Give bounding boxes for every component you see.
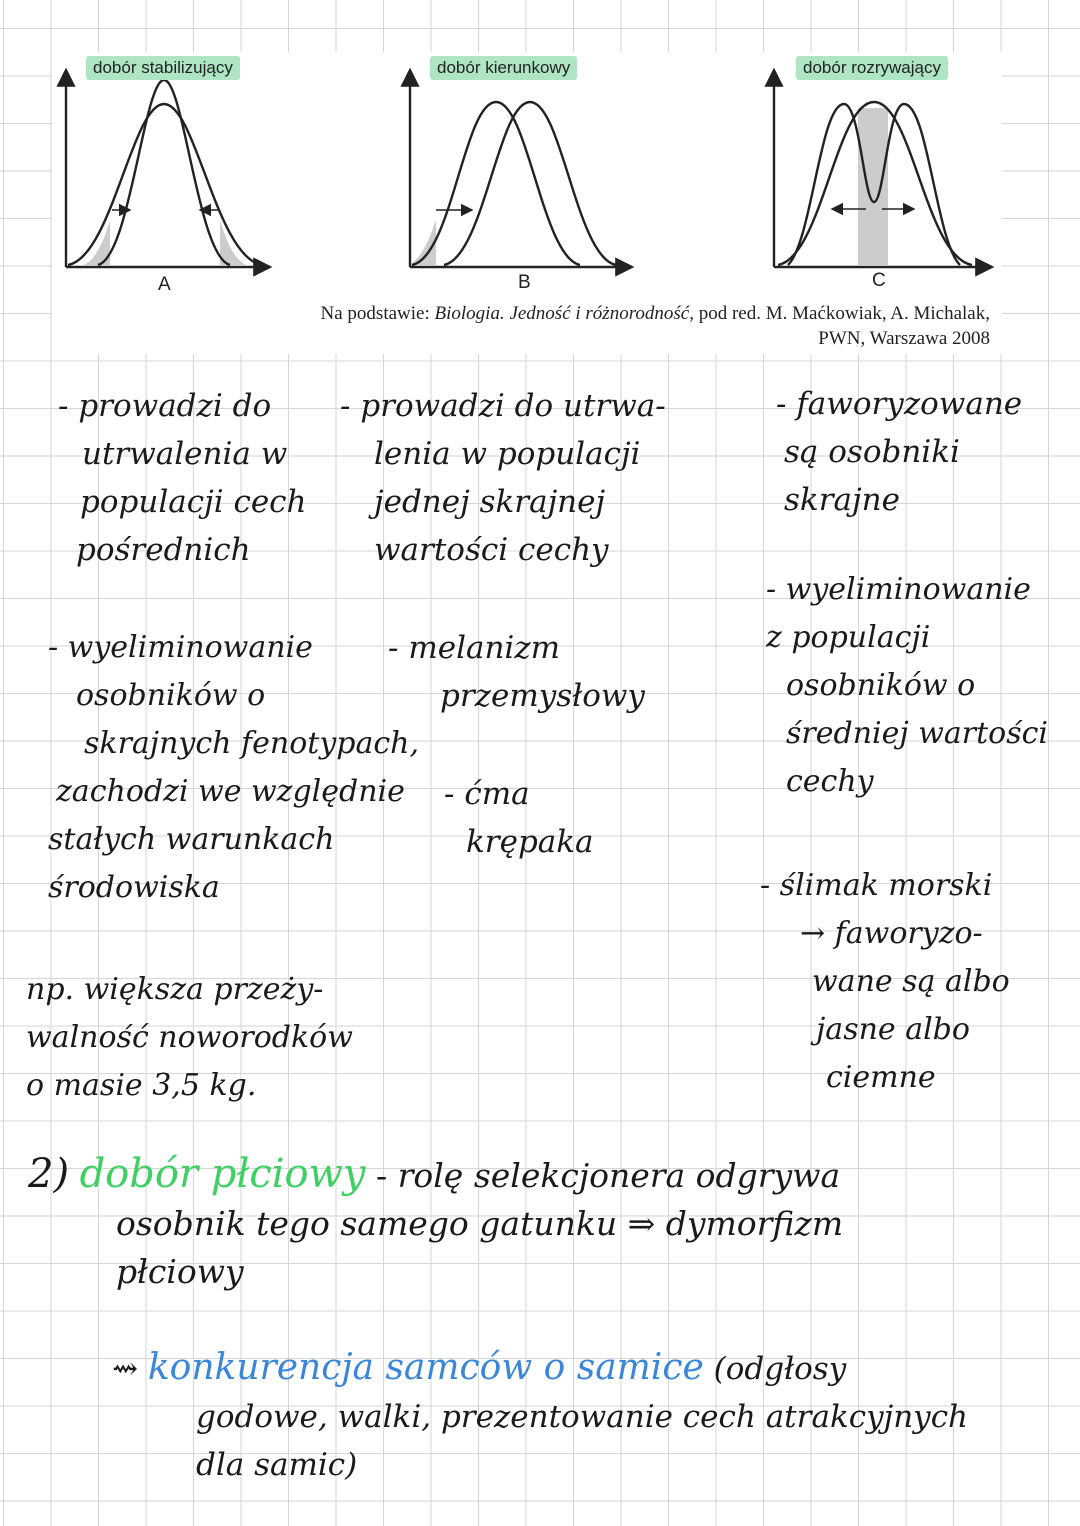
- note-line: środowiska: [48, 870, 220, 905]
- note-line: - ślimak morski: [760, 868, 993, 903]
- note-line: z populacji: [766, 620, 931, 655]
- section-2-rest: - rolę selekcjonera odgrywa: [365, 1156, 841, 1195]
- col-b-note-3: [444, 770, 594, 866]
- panel-c-label: dobór rozrywający: [796, 56, 948, 80]
- panel-c-letter: C: [872, 270, 886, 291]
- note-line: - wyeliminowanie: [766, 572, 1031, 607]
- col-a-example: [26, 966, 353, 1110]
- note-line: pośrednich: [76, 532, 251, 568]
- panel-b-curve-after: [444, 102, 616, 265]
- selection-figure: [52, 52, 1002, 354]
- caption-title: Biologia. Jedność i różnorodność: [434, 303, 690, 324]
- panel-a-curve-wide: [68, 104, 262, 265]
- panel-a-shade-right: [220, 220, 246, 265]
- panel-a-curve-narrow: [98, 80, 230, 265]
- note-line: są osobniki: [784, 434, 960, 470]
- note-line: osobników o: [786, 668, 976, 703]
- note-line: populacji cech: [80, 484, 307, 520]
- section-3-line-2: godowe, walki, prezentowanie cech atrakcyjnych: [196, 1399, 969, 1435]
- note-line: wane są albo: [812, 964, 1010, 999]
- note-line: np. większa przeży-: [26, 972, 324, 1007]
- note-line: o masie 3,5 kg.: [26, 1068, 257, 1103]
- caption-line-2: PWN, Warszawa 2008: [818, 328, 990, 349]
- section-3-line-1: [112, 1344, 968, 1393]
- caption-suffix: , pod red. M. Maćkowiak, A. Michalak,: [689, 303, 990, 324]
- note-line: utrwalenia w: [82, 436, 288, 472]
- note-line: wartości cechy: [374, 532, 609, 568]
- caption-line-1: [321, 301, 990, 326]
- panel-b-curve-before: [412, 102, 580, 265]
- col-c-note-2: [766, 566, 1048, 806]
- section-2-line-2: osobnik tego samego gatunku ⇒ dymorfizm: [116, 1204, 844, 1243]
- note-line: osobników o: [76, 678, 266, 713]
- section-3-rest: (odgłosy: [703, 1351, 847, 1387]
- caption-prefix: Na podstawie:: [320, 303, 435, 324]
- panel-b-plot: [410, 70, 632, 267]
- male-competition-term: konkurencja samców o samice: [147, 1347, 704, 1388]
- note-line: stałych warunkach: [48, 822, 335, 857]
- section-2-number: 2): [28, 1151, 70, 1197]
- panel-c-shade-center: [858, 108, 888, 265]
- note-line: lenia w populacji: [374, 436, 641, 472]
- section-2-line-1: [28, 1150, 843, 1200]
- squiggle-arrow-icon: ⇝: [112, 1351, 138, 1387]
- note-line: jednej skrajnej: [374, 484, 606, 520]
- note-line: walność noworodków: [26, 1020, 353, 1055]
- note-line: - faworyzowane: [776, 386, 1023, 422]
- note-line: jasne albo: [816, 1012, 970, 1047]
- panel-b-label: dobór kierunkowy: [430, 56, 577, 80]
- note-line: - melanizm: [388, 630, 561, 666]
- panel-a-letter: A: [158, 274, 171, 295]
- panel-a-plot: [66, 70, 270, 267]
- panel-c-plot: [774, 70, 992, 267]
- panel-b-letter: B: [518, 272, 531, 293]
- note-line: - prowadzi do utrwa-: [340, 388, 666, 424]
- col-c-note-3: [760, 862, 1010, 1102]
- section-3: [112, 1344, 968, 1489]
- note-line: skrajne: [784, 482, 900, 518]
- note-line: przemysłowy: [440, 678, 645, 714]
- col-c-note-1: [776, 380, 1022, 524]
- section-2: [28, 1150, 843, 1296]
- note-line: - wyeliminowanie: [48, 630, 313, 665]
- col-b-note-2: [388, 624, 645, 720]
- col-a-note-1: [58, 382, 307, 574]
- note-line: krępaka: [466, 824, 594, 860]
- note-line: ciemne: [826, 1060, 936, 1095]
- note-line: → faworyzo-: [800, 916, 983, 951]
- note-line: zachodzi we względnie: [56, 774, 405, 809]
- note-line: - prowadzi do: [58, 388, 272, 424]
- sexual-selection-term: dobór płciowy: [79, 1151, 366, 1197]
- note-line: skrajnych fenotypach,: [84, 726, 420, 761]
- panel-a-label: dobór stabilizujący: [86, 56, 240, 80]
- section-2-line-3: płciowy: [116, 1252, 244, 1291]
- note-line: średniej wartości: [786, 716, 1049, 751]
- note-line: - ćma: [444, 776, 530, 812]
- section-3-line-3: dla samic): [196, 1447, 358, 1483]
- figure-caption: [321, 301, 990, 351]
- col-a-note-2: [48, 624, 419, 912]
- note-line: cechy: [786, 764, 874, 799]
- col-b-note-1: [340, 382, 666, 574]
